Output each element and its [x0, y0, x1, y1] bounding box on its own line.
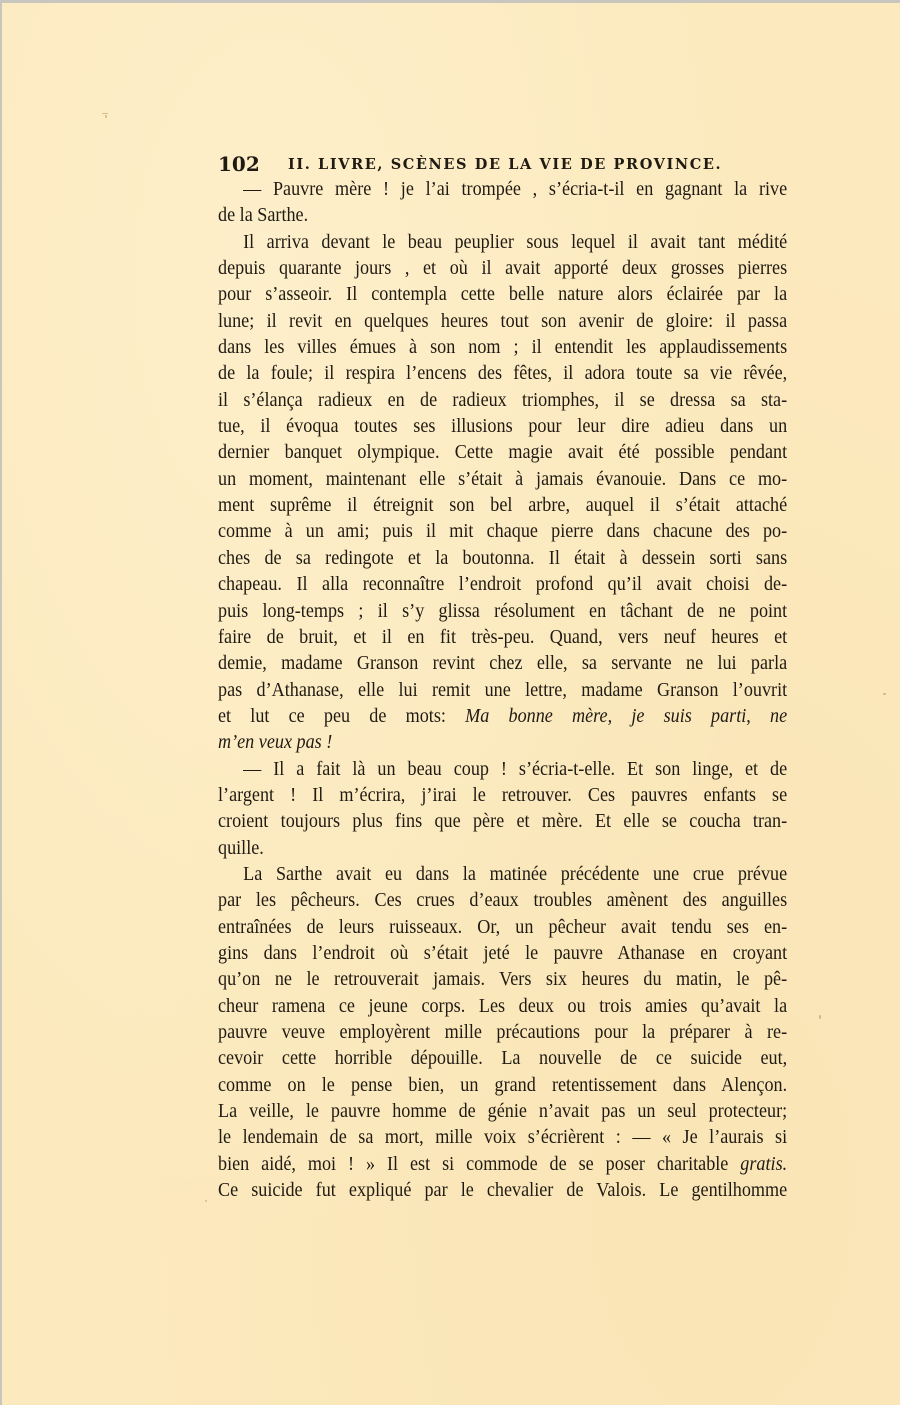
text-line — [218, 862, 787, 888]
text-line — [218, 994, 787, 1020]
text-line — [218, 177, 787, 203]
line-text: puis long-temps ; il s’y glissa résolument en tâchant de ne point — [218, 600, 788, 622]
line-text: comme à un ami; puis il mit chaque pierre dans chacune des po- — [218, 521, 788, 543]
line-text: quille. — [218, 837, 264, 859]
text-line — [218, 888, 787, 914]
text-line — [218, 388, 787, 414]
line-text: ches de sa redingote et la boutonna. Il était à dessein sorti sans — [218, 547, 788, 569]
text-line — [218, 1125, 787, 1151]
text-line — [218, 915, 787, 941]
line-text: comme on le pense bien, un grand retentissement dans Alençon. — [218, 1074, 788, 1096]
line-text: il s’élança radieux en de radieux triomphes, il se dressa sa sta- — [218, 389, 788, 411]
text-line — [218, 282, 787, 308]
text-line — [218, 546, 787, 572]
paper-speck — [883, 693, 886, 695]
paper-speck — [205, 1200, 207, 1202]
line-text: — Il a fait là un beau coup ! s’écria-t-elle. Et son linge, et de — [243, 758, 788, 780]
paper-speck — [102, 113, 108, 114]
line-text: faire de bruit, et il en fit très-peu. Quand, vers neuf heures et — [218, 626, 788, 648]
text-line — [218, 309, 787, 335]
text-line — [218, 414, 787, 440]
text-line — [218, 493, 787, 519]
text-line — [218, 361, 787, 387]
text-line — [218, 467, 787, 493]
line-text: cevoir cette horrible dépouille. La nouvelle de ce suicide eut, — [218, 1048, 788, 1070]
text-line — [218, 1152, 787, 1178]
page-number: 102 — [218, 152, 260, 176]
line-text: dernier banquet olympique. Cette magie avait été possible pendant — [218, 442, 788, 464]
text-line — [218, 335, 787, 361]
text-line — [218, 203, 787, 229]
line-text: lune; il revit en quelques heures tout son avenir de gloire: il passa — [218, 310, 788, 332]
line-text: La veille, le pauvre homme de génie n’avait pas un seul protecteur; — [218, 1101, 788, 1123]
paper-speck — [105, 115, 107, 118]
line-text: Il arriva devant le beau peuplier sous lequel il avait tant médité — [243, 231, 788, 253]
line-text: demie, madame Granson revint chez elle, sa servante ne lui parla — [218, 653, 788, 675]
text-line — [218, 599, 787, 625]
body-text — [218, 177, 787, 1204]
line-text: de la Sarthe. — [218, 205, 309, 227]
text-line — [218, 1099, 787, 1125]
text-line — [218, 678, 787, 704]
line-text: entraînées de leurs ruisseaux. Or, un pêcheur avait tendu ses en- — [218, 916, 788, 938]
italic-text: gratis. — [728, 1153, 788, 1175]
line-text: par les pêcheurs. Ces crues d’eaux troubles amènent des anguilles — [218, 890, 788, 912]
running-head-title: II. LIVRE, SCÈNES DE LA VIE DE PROVINCE. — [288, 156, 723, 173]
line-text: l’argent ! Il m’écrira, j’irai le retrouver. Ces pauvres enfants se — [218, 784, 788, 806]
italic-text: Ma bonne mère, je suis parti, ne — [445, 705, 788, 727]
text-line — [218, 519, 787, 545]
text-line — [218, 1073, 787, 1099]
italic-text: m’en veux pas ! — [218, 732, 333, 754]
line-text: dans les villes émues à son nom ; il entendit les applaudissements — [218, 337, 788, 359]
text-line — [218, 941, 787, 967]
line-text: bien aidé, moi ! » Il est si commode de se poser charitable — [218, 1153, 729, 1175]
line-text: pour s’asseoir. Il contempla cette belle nature alors éclairée par la — [218, 284, 788, 306]
paper-speck — [819, 1015, 821, 1019]
line-text: gins dans l’endroit où s’était jeté le pauvre Athanase en croyant — [218, 942, 788, 964]
line-text: un moment, maintenant elle s’était à jamais évanouie. Dans ce mo- — [218, 468, 788, 490]
line-text: depuis quarante jours , et où il avait apporté deux grosses pierres — [218, 258, 788, 280]
line-text: tue, il évoqua toutes ses illusions pour leur dire adieu dans un — [218, 416, 788, 438]
text-line — [218, 651, 787, 677]
line-text: — Pauvre mère ! je l’ai trompée , s’écria-t-il en gagnant la rive — [243, 179, 788, 200]
line-text: pas d’Athanase, elle lui remit une lettre, madame Granson l’ouvrit — [218, 679, 788, 701]
line-text: Ce suicide fut expliqué par le chevalier de Valois. Le gentilhomme — [218, 1180, 788, 1202]
line-text: cheur ramena ce jeune corps. Les deux ou trois amies qu’avait la — [218, 995, 788, 1017]
text-line — [218, 836, 787, 862]
line-text: de la foule; il respira l’encens des fêtes, il adora toute sa vie rêvée, — [218, 363, 788, 385]
book-page — [2, 3, 900, 1405]
text-line — [218, 256, 787, 282]
line-text: qu’on ne le retrouverait jamais. Vers six heures du matin, le pê- — [218, 969, 788, 991]
line-text: La Sarthe avait eu dans la matinée précédente une crue prévue — [243, 863, 788, 885]
text-column — [218, 149, 787, 1204]
line-text: pauvre veuve employèrent mille précautions pour la préparer à re- — [218, 1022, 788, 1043]
text-line — [218, 1178, 787, 1204]
text-line — [218, 757, 787, 783]
line-text: croient toujours plus fins que père et mère. Et elle se coucha tran- — [218, 811, 788, 833]
text-line — [218, 967, 787, 993]
text-line — [218, 730, 787, 756]
line-text: chapeau. Il alla reconnaître l’endroit profond qu’il avait choisi de- — [218, 574, 788, 596]
running-head — [218, 149, 787, 177]
text-line — [218, 704, 787, 730]
text-line — [218, 809, 787, 835]
text-line — [218, 572, 787, 598]
text-line — [218, 783, 787, 809]
line-text: le lendemain de sa mort, mille voix s’écrièrent : — « Je l’aurais si — [218, 1127, 788, 1149]
text-line — [218, 1020, 787, 1046]
text-line — [218, 230, 787, 256]
line-text: et lut ce peu de mots: — [218, 705, 446, 727]
text-line — [218, 440, 787, 466]
text-line — [218, 1046, 787, 1072]
line-text: ment suprême il étreignit son bel arbre, auquel il s’était attaché — [218, 495, 788, 517]
text-line — [218, 625, 787, 651]
